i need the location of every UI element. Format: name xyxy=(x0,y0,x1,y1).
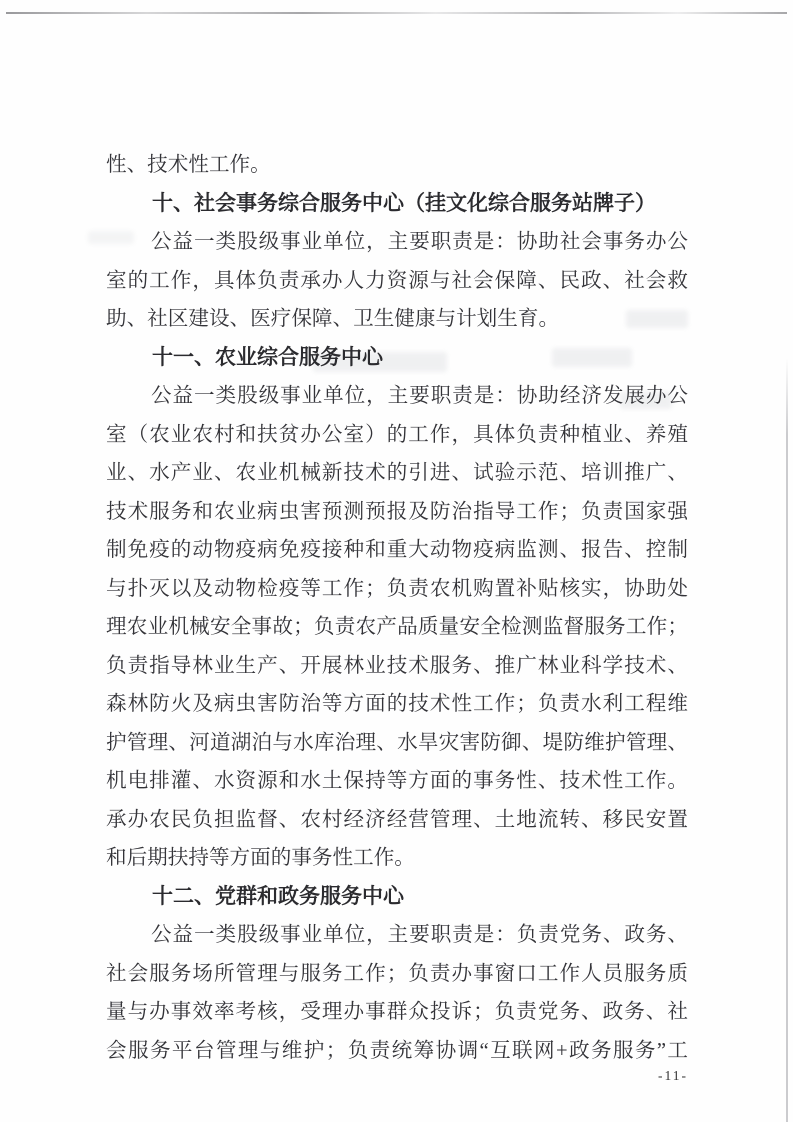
body-line: 森林防火及病虫害防治等方面的技术性工作；负责水利工程维 xyxy=(106,693,688,715)
body-line: 会服务平台管理与维护；负责统筹协调“互联网+政务服务”工 xyxy=(106,1039,688,1062)
body-line: 机电排灌、水资源和水土保持等方面的事务性、技术性工作。 xyxy=(106,770,688,792)
body-line: 助、社区建设、医疗保障、卫生健康与计划生育。 xyxy=(106,308,560,330)
document-body xyxy=(106,146,688,1070)
body-line: 负责指导林业生产、开展林业技术服务、推广林业科学技术、 xyxy=(106,654,688,677)
body-line: 公益一类股级事业单位，主要职责是：协助社会事务办公 xyxy=(151,231,688,253)
body-line: 室的工作，具体负责承办人力资源与社会保障、民政、社会救 xyxy=(106,269,688,292)
body-line: 量与办事效率考核，受理办事群众投诉；负责党务、政务、社 xyxy=(106,1001,688,1023)
body-line: 与扑灭以及动物检疫等工作；负责农机购置补贴核实，协助处 xyxy=(106,577,688,600)
section-heading-12: 十二、党群和政务服务中心 xyxy=(152,884,404,908)
body-line: 和后期扶持等方面的事务性工作。 xyxy=(106,847,415,869)
carryover-paragraph-line: 性、技术性工作。 xyxy=(106,154,271,176)
scan-top-edge-artifact xyxy=(6,12,787,14)
section-heading-11: 十一、农业综合服务中心 xyxy=(152,345,383,369)
body-line: 理农业机械安全事故；负责农产品质量安全检测监督服务工作； xyxy=(106,616,688,638)
scan-right-edge-artifact xyxy=(786,358,788,1122)
body-line: 室（农业农村和扶贫办公室）的工作，具体负责种植业、养殖 xyxy=(106,423,688,446)
body-line: 技术服务和农业病虫害预测预报及防治指导工作；负责国家强 xyxy=(106,500,688,523)
body-line: 公益一类股级事业单位，主要职责是：协助经济发展办公 xyxy=(151,385,688,407)
body-line: 制免疫的动物疫病免疫接种和重大动物疫病监测、报告、控制 xyxy=(106,539,688,561)
body-line: 公益一类股级事业单位，主要职责是：负责党务、政务、 xyxy=(151,924,688,946)
body-line: 业、水产业、农业机械新技术的引进、试验示范、培训推广、 xyxy=(106,462,688,484)
section-heading-10: 十、社会事务综合服务中心（挂文化综合服务站牌子） xyxy=(152,191,656,215)
body-line: 护管理、河道湖泊与水库治理、水旱灾害防御、堤防维护管理、 xyxy=(106,731,688,754)
body-line: 承办农民负担监督、农村经济经营管理、土地流转、移民安置 xyxy=(106,808,688,831)
body-line: 社会服务场所管理与服务工作；负责办事窗口工作人员服务质 xyxy=(106,962,688,985)
page-number: -11- xyxy=(658,1068,688,1083)
